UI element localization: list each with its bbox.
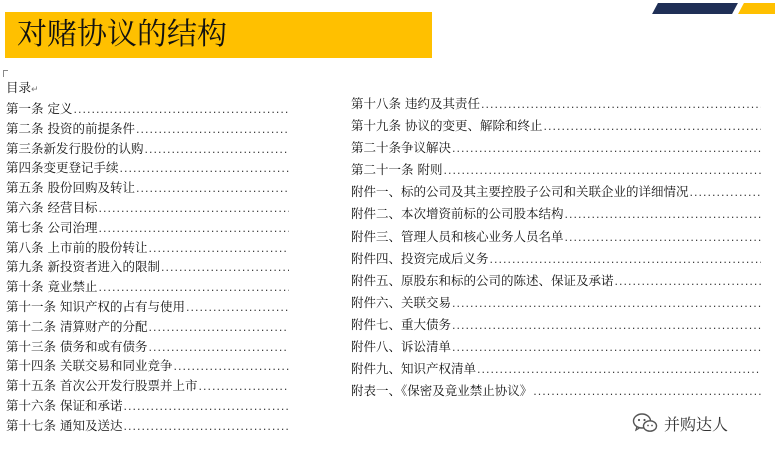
toc-item bbox=[6, 238, 289, 258]
toc-item-text: 第二条 投资的前提条件 bbox=[6, 120, 135, 136]
toc-leader-dots bbox=[452, 138, 761, 160]
toc-item bbox=[351, 358, 761, 380]
toc-leader-dots bbox=[615, 271, 761, 293]
toc-right-column bbox=[351, 93, 761, 402]
toc-item-text: 附件四、投资完成后义务 bbox=[351, 250, 489, 266]
toc-item-text: 第九条 新投资者进入的限制 bbox=[6, 259, 160, 275]
toc-leader-dots bbox=[136, 179, 289, 199]
toc-item bbox=[6, 277, 289, 297]
toc-item bbox=[351, 292, 761, 314]
toc-item bbox=[351, 181, 761, 203]
toc-heading-text: 目录 bbox=[6, 80, 32, 95]
toc-item-text: 第七条 公司治理 bbox=[6, 219, 98, 235]
toc-item-text: 附件七、重大债务 bbox=[351, 316, 452, 332]
corner-mark bbox=[3, 70, 8, 77]
toc-leader-dots bbox=[477, 359, 761, 381]
toc-leader-dots bbox=[690, 182, 761, 204]
toc-item-text: 第十四条 关联交易和同业竞争 bbox=[6, 358, 173, 374]
toc-leader-dots bbox=[98, 219, 289, 239]
toc-leader-dots bbox=[161, 258, 289, 278]
toc-item bbox=[6, 158, 289, 178]
toc-leader-dots bbox=[490, 249, 761, 271]
toc-leader-dots bbox=[98, 199, 289, 219]
toc-item-text: 附件八、诉讼清单 bbox=[351, 339, 452, 355]
toc-item-text: 第十二条 清算财产的分配 bbox=[6, 318, 148, 334]
toc-item-text: 第二十一条 附则 bbox=[351, 162, 443, 178]
toc-item-text: 第三条新发行股份的认购 bbox=[6, 140, 144, 156]
toc-leader-dots bbox=[481, 94, 761, 116]
wechat-icon bbox=[632, 412, 658, 434]
toc-leader-dots bbox=[148, 239, 289, 259]
toc-item-text: 第十八条 违约及其责任 bbox=[351, 96, 480, 111]
toc-item bbox=[351, 159, 761, 181]
toc-item-text: 附件三、管理人员和核心业务人员名单 bbox=[351, 228, 564, 244]
toc-leader-dots bbox=[543, 116, 761, 138]
toc-leader-dots bbox=[120, 159, 289, 179]
toc-item-text: 附表一、《保密及竟业禁止协议》 bbox=[351, 383, 533, 399]
toc-item bbox=[6, 297, 289, 317]
toc-leader-dots bbox=[186, 298, 289, 318]
toc-item-text: 第十九条 协议的变更、解除和终止 bbox=[351, 118, 543, 134]
header-stripe-navy bbox=[652, 3, 738, 14]
title-banner bbox=[5, 12, 432, 58]
toc-leader-dots bbox=[452, 293, 761, 315]
toc-item-text: 第十条 竟业禁止 bbox=[6, 279, 98, 295]
toc-item-text: 附件一、标的公司及其主要控股子公司和关联企业的详细情况 bbox=[351, 184, 689, 200]
watermark bbox=[632, 410, 728, 436]
toc-leader-dots bbox=[123, 417, 289, 437]
toc-item-text: 第四条变更登记手续 bbox=[6, 160, 119, 176]
toc-heading bbox=[6, 80, 39, 98]
toc-item bbox=[6, 396, 289, 416]
toc-item bbox=[351, 336, 761, 358]
toc-leader-dots bbox=[533, 381, 761, 403]
toc-item bbox=[351, 115, 761, 137]
return-mark-icon: ↵ bbox=[31, 85, 39, 95]
toc-leader-dots bbox=[98, 278, 289, 298]
toc-leader-dots bbox=[123, 397, 289, 417]
toc-item-text: 第十三条 债务和或有债务 bbox=[6, 338, 148, 354]
toc-item bbox=[351, 270, 761, 292]
toc-item-text: 第六条 经营目标 bbox=[6, 199, 98, 215]
toc-item bbox=[6, 337, 289, 357]
toc-leader-dots bbox=[452, 337, 761, 359]
toc-item bbox=[6, 218, 289, 238]
toc-item-text: 第二十条争议解决 bbox=[351, 140, 452, 156]
toc-item-text: 第十六条 保证和承诺 bbox=[6, 397, 123, 413]
toc-item-text: 附件六、关联交易 bbox=[351, 294, 452, 310]
toc-item bbox=[351, 93, 761, 115]
slide-title: 对赌协议的结构 bbox=[17, 17, 227, 52]
toc-leader-dots bbox=[136, 120, 289, 140]
toc-item bbox=[6, 257, 289, 277]
toc-item bbox=[351, 248, 761, 270]
toc-item bbox=[6, 356, 289, 376]
toc-item-text: 附件九、知识产权清单 bbox=[351, 361, 477, 377]
toc-item bbox=[6, 198, 289, 218]
toc-item-text: 第十五条 首次公开发行股票并上市 bbox=[6, 378, 198, 394]
toc-item bbox=[351, 226, 761, 248]
toc-item bbox=[6, 178, 289, 198]
toc-item bbox=[6, 317, 289, 337]
toc-leader-dots bbox=[145, 140, 289, 160]
toc-item-text: 第五条 股份回购及转让 bbox=[6, 180, 135, 196]
toc-item-text: 第十七条 通知及送达 bbox=[6, 417, 123, 433]
toc-item-text: 第一条 定义 bbox=[6, 101, 73, 116]
toc-item bbox=[351, 314, 761, 336]
toc-item bbox=[6, 139, 289, 159]
toc-item bbox=[6, 119, 289, 139]
header-stripe-gold bbox=[738, 3, 775, 14]
toc-leader-dots bbox=[198, 377, 289, 397]
toc-leader-dots bbox=[565, 204, 761, 226]
toc-item-text: 第八条 上市前的股份转让 bbox=[6, 239, 148, 255]
toc-item bbox=[351, 203, 761, 225]
toc-item bbox=[6, 416, 289, 436]
watermark-label: 并购达人 bbox=[664, 414, 729, 434]
toc-item bbox=[6, 99, 289, 119]
toc-leader-dots bbox=[443, 160, 761, 182]
toc-leader-dots bbox=[173, 357, 289, 377]
toc-leader-dots bbox=[148, 318, 289, 338]
toc-left-column bbox=[6, 99, 289, 436]
toc-item bbox=[351, 137, 761, 159]
toc-item bbox=[351, 380, 761, 402]
toc-item bbox=[6, 376, 289, 396]
toc-leader-dots bbox=[73, 100, 289, 120]
toc-item-text: 附件五、原股东和标的公司的陈述、保证及承诺 bbox=[351, 272, 614, 288]
toc-leader-dots bbox=[565, 227, 761, 249]
toc-item-text: 第十一条 知识产权的占有与使用 bbox=[6, 298, 185, 314]
toc-leader-dots bbox=[148, 338, 289, 358]
toc-leader-dots bbox=[452, 315, 761, 337]
toc-item-text: 附件二、本次增资前标的公司股本结构 bbox=[351, 206, 564, 222]
